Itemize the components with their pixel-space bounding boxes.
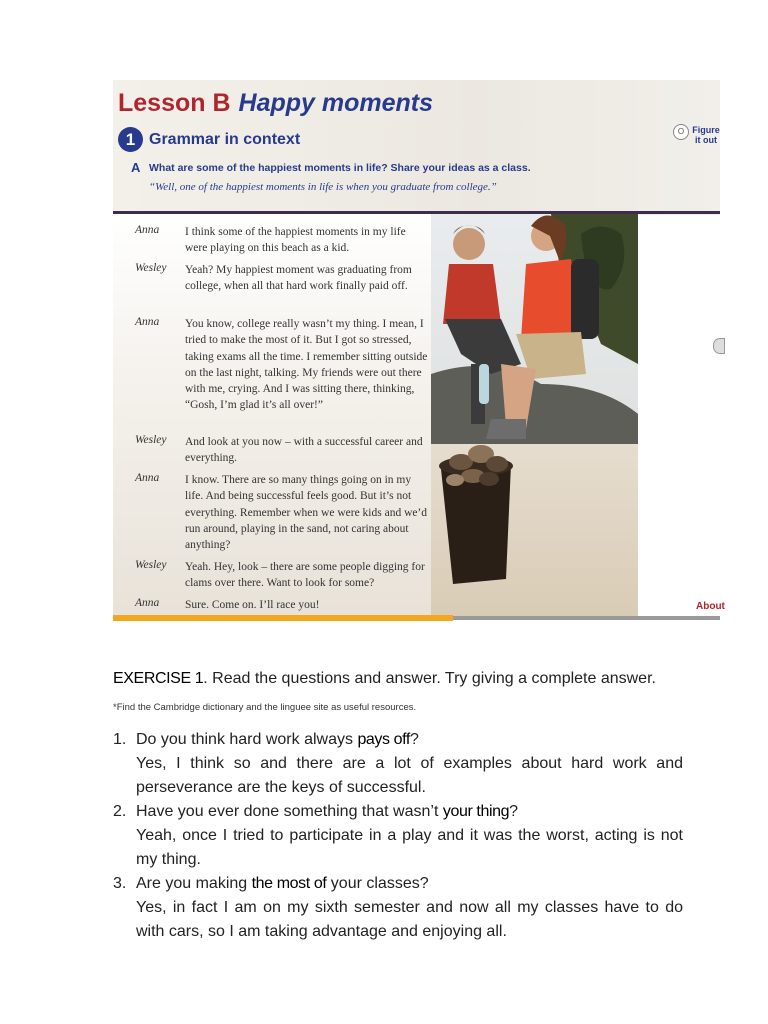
conversation bbox=[113, 214, 431, 616]
lesson-title-main: Lesson B bbox=[118, 89, 231, 117]
speaker-name: Wesley bbox=[135, 559, 167, 571]
dialog-text: I think some of the happiest moments in my life were playing on this beach as a kid. bbox=[185, 226, 406, 255]
list-item bbox=[113, 728, 683, 800]
speaker-name: Anna bbox=[135, 316, 160, 328]
footer-bar-gray bbox=[453, 616, 720, 620]
dialog-text: Sure. Come on. I’ll race you! bbox=[185, 599, 320, 611]
question-part: Have you ever done something that wasn’t bbox=[136, 803, 443, 820]
figure-it-out-label bbox=[691, 125, 721, 145]
question-letter: A bbox=[131, 160, 141, 175]
item-number: 1. bbox=[113, 731, 127, 748]
discussion-question: What are some of the happiest moments in life? Share your ideas as a class. bbox=[149, 162, 531, 174]
question-part: Are you making bbox=[136, 875, 252, 892]
dialog-text: Yeah? My happiest moment was graduating from college, when all that hard work finally paid off. bbox=[185, 264, 412, 293]
question-text bbox=[136, 800, 683, 824]
footer-bar-orange bbox=[113, 615, 453, 621]
list-item bbox=[113, 872, 683, 944]
figure-label-line-2: it out bbox=[695, 135, 717, 145]
textbook-scan bbox=[113, 80, 725, 622]
dialog-text: And look at you now – with a successful career and everything. bbox=[185, 436, 423, 465]
item-number: 2. bbox=[113, 803, 127, 820]
answer-text: Yes, in fact I am on my sixth semester and now all my classes have to do with cars, so I am taking advantage and enjoying all. bbox=[136, 899, 683, 940]
about-label: About bbox=[696, 601, 725, 612]
speaker-name: Anna bbox=[135, 472, 160, 484]
exercise-instruction: . Read the questions and answer. Try giving a complete answer. bbox=[203, 670, 656, 687]
question-part: ? bbox=[509, 803, 519, 820]
lesson-title-sub: Happy moments bbox=[238, 89, 434, 117]
section-number-badge: 1 bbox=[118, 127, 143, 152]
question-part: your classes? bbox=[326, 875, 429, 892]
example-answer: “Well, one of the happiest moments in life is when you graduate from college.” bbox=[149, 181, 497, 193]
lesson-header bbox=[113, 80, 720, 215]
answer-text: Yes, I think so and there are a lot of examples about hard work and perseverance are the keys of successful. bbox=[136, 755, 683, 796]
figure-it-out-icon: O bbox=[673, 124, 689, 140]
question-text bbox=[136, 872, 683, 896]
figure-label-line-1: Figure bbox=[692, 125, 720, 135]
key-phrase: the most of bbox=[251, 875, 327, 892]
key-phrase: pays off bbox=[357, 731, 410, 748]
beach-photo-illustration bbox=[431, 214, 638, 616]
speaker-name: Wesley bbox=[135, 434, 167, 446]
side-nav-icon bbox=[713, 338, 725, 354]
exercise-label: EXERCISE 1 bbox=[113, 670, 204, 687]
dialog-text: You know, college really wasn’t my thing. I mean, I tried to make the most of it. But I got so stressed, taking exams all the time. I remember sitting outside on the last night, talking. My friends were out there with me, crying. And I was sitting there, thinking, “Gosh, I’m glad it’s all over!” bbox=[185, 318, 428, 412]
exercise-title bbox=[113, 670, 656, 688]
answer-text: Yeah, once I tried to participate in a play and it was the worst, acting is not my thing. bbox=[136, 827, 683, 868]
item-number: 3. bbox=[113, 875, 127, 892]
dialog-text: I know. There are so many things going on in my life. And being successful feels good. But it’s not everything. Remember when we were kids and we’d run around, playing in the sand, not caring about anything? bbox=[185, 474, 428, 552]
section-title: Grammar in context bbox=[149, 131, 301, 148]
list-item bbox=[113, 800, 683, 872]
dialog-text: Yeah. Hey, look – there are some people digging for clams over there. Want to look for some? bbox=[185, 561, 425, 590]
question-text bbox=[136, 728, 683, 752]
speaker-name: Anna bbox=[135, 597, 160, 609]
lesson-title bbox=[118, 89, 433, 118]
question-part: ? bbox=[409, 731, 419, 748]
speaker-name: Wesley bbox=[135, 262, 167, 274]
question-list bbox=[113, 728, 683, 944]
speaker-name: Anna bbox=[135, 224, 160, 236]
question-part: Do you think hard work always bbox=[136, 731, 358, 748]
resource-note: *Find the Cambridge dictionary and the linguee site as useful resources. bbox=[113, 702, 417, 713]
beach-photo bbox=[431, 214, 638, 616]
key-phrase: your thing bbox=[442, 803, 510, 820]
